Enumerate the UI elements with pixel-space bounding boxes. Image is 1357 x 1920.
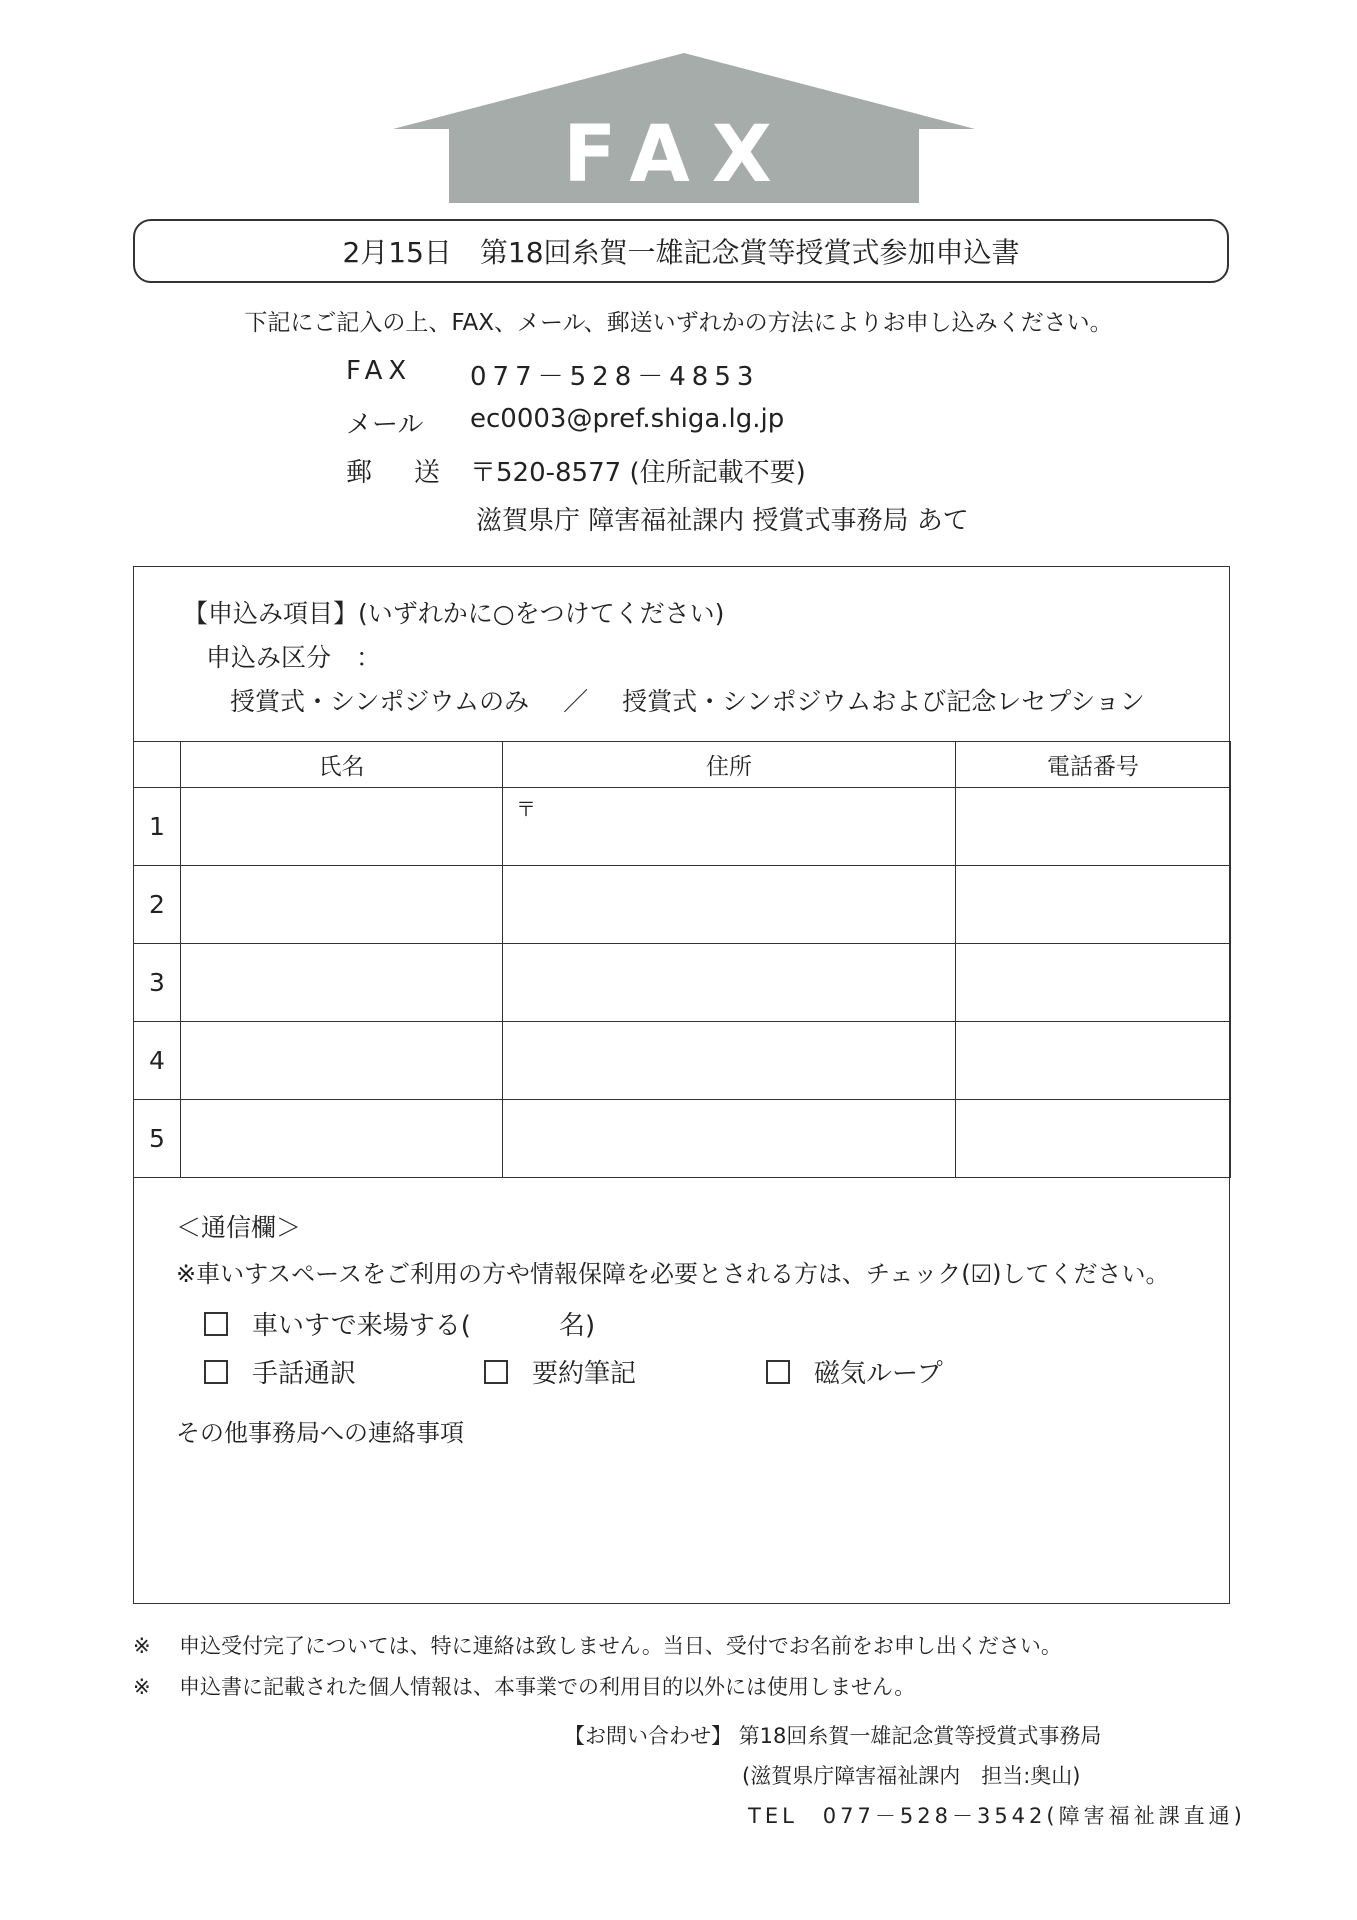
fax-label: FAX <box>346 356 413 386</box>
table-row <box>134 1100 1231 1178</box>
inquiry-department: (滋賀県庁障害福祉課内 担当:奥山) <box>742 1764 1081 1788</box>
sign-language-checkbox[interactable] <box>204 1360 228 1384</box>
mail-label: メール <box>346 410 424 440</box>
address-cell[interactable] <box>503 788 956 866</box>
address-cell[interactable] <box>503 866 956 944</box>
fax-number: 077－528－4853 <box>470 362 760 392</box>
inquiry-heading: 【お問い合わせ】 第18回糸賀一雄記念賞等授賞式事務局 <box>564 1724 1102 1748</box>
sign-language-option <box>204 1353 356 1390</box>
footnote-mark: ※ <box>133 1675 151 1699</box>
option-separator: ／ <box>563 687 589 716</box>
application-options <box>230 682 1145 718</box>
wheelchair-count-unit: 名) <box>558 1311 596 1341</box>
mail-address: ec0003@pref.shiga.lg.jp <box>470 404 785 434</box>
name-cell[interactable] <box>181 1022 503 1100</box>
address-cell[interactable] <box>503 1022 956 1100</box>
application-heading: 【申込み項目】(いずれかに○をつけてください) <box>183 599 725 628</box>
table-row <box>134 788 1231 866</box>
address-cell[interactable] <box>503 944 956 1022</box>
magnetic-loop-checkbox[interactable] <box>766 1360 790 1384</box>
row-number: 2 <box>134 866 181 944</box>
magnetic-loop-option <box>766 1353 943 1390</box>
wheelchair-label: 車いすで来場する( <box>252 1311 471 1341</box>
footnote-mark: ※ <box>133 1634 151 1658</box>
fax-banner-label: FAX <box>563 110 794 200</box>
table-row <box>134 1022 1231 1100</box>
summary-writing-option <box>484 1353 636 1390</box>
header-address: 住所 <box>503 742 956 788</box>
wheelchair-checkbox[interactable] <box>204 1312 228 1336</box>
postal-mark: 〒 <box>516 797 536 821</box>
summary-writing-checkbox[interactable] <box>484 1360 508 1384</box>
footnote-2 <box>133 1671 915 1701</box>
row-number: 3 <box>134 944 181 1022</box>
option-ceremony-only[interactable]: 授賞式・シンポジウムのみ <box>230 687 530 716</box>
postal-code: 〒520-8577 (住所記載不要) <box>470 458 806 488</box>
application-division-label: 申込み区分 ： <box>206 643 382 672</box>
instruction-text: 下記にご記入の上、FAX、メール、郵送いずれかの方法によりお申し込みください。 <box>244 310 1113 336</box>
table-row <box>134 944 1231 1022</box>
magnetic-loop-label: 磁気ループ <box>814 1359 943 1389</box>
inquiry-phone: TEL 077－528－3542(障害福祉課直通) <box>748 1804 1246 1828</box>
footnote-text: 申込受付完了については、特に連絡は致しません。当日、受付でお名前をお申し出ください。 <box>179 1634 1062 1658</box>
wheelchair-option <box>204 1305 595 1342</box>
summary-writing-label: 要約筆記 <box>532 1359 637 1389</box>
header-name: 氏名 <box>181 742 503 788</box>
table-row <box>134 866 1231 944</box>
form-title <box>133 219 1229 283</box>
header-phone: 電話番号 <box>956 742 1231 788</box>
header-number <box>134 742 181 788</box>
entry-table <box>133 741 1231 1178</box>
footnote-text: 申込書に記載された個人情報は、本事業での利用目的以外には使用しません。 <box>179 1675 916 1699</box>
form-title-text: 2月15日 第18回糸賀一雄記念賞等授賞式参加申込書 <box>342 236 1020 269</box>
table-header-row <box>134 742 1231 788</box>
row-number: 1 <box>134 788 181 866</box>
phone-cell[interactable] <box>956 866 1231 944</box>
name-cell[interactable] <box>181 944 503 1022</box>
phone-cell[interactable] <box>956 788 1231 866</box>
post-label: 郵 送 <box>346 458 449 488</box>
phone-cell[interactable] <box>956 1022 1231 1100</box>
row-number: 4 <box>134 1022 181 1100</box>
row-number: 5 <box>134 1100 181 1178</box>
postal-address: 滋賀県庁 障害福祉課内 授賞式事務局 あて <box>476 506 969 536</box>
phone-cell[interactable] <box>956 944 1231 1022</box>
phone-cell[interactable] <box>956 1100 1231 1178</box>
sign-language-label: 手話通訳 <box>252 1359 357 1389</box>
option-ceremony-and-reception[interactable]: 授賞式・シンポジウムおよび記念レセプション <box>622 687 1145 716</box>
communication-note: ※車いすスペースをご利用の方や情報保障を必要とされる方は、チェック(☑)してください。 <box>176 1260 1170 1288</box>
name-cell[interactable] <box>181 866 503 944</box>
address-cell[interactable] <box>503 1100 956 1178</box>
footnote-1 <box>133 1630 1062 1660</box>
name-cell[interactable] <box>181 1100 503 1178</box>
other-notes-heading: その他事務局への連絡事項 <box>176 1419 464 1447</box>
name-cell[interactable] <box>181 788 503 866</box>
communication-heading: ＜通信欄＞ <box>176 1213 302 1242</box>
